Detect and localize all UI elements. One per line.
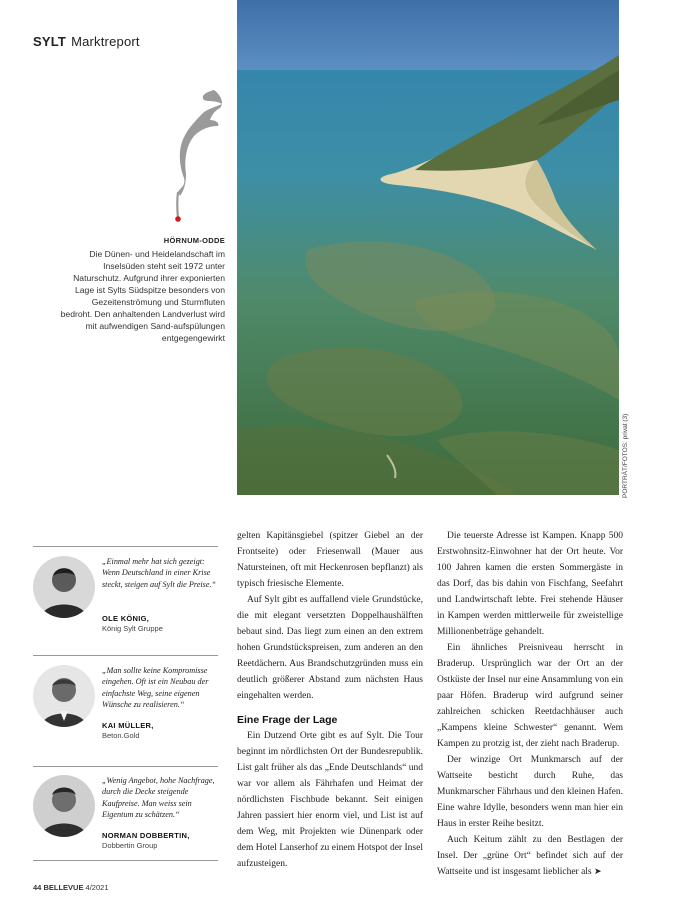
paragraph: Ein Dutzend Orte gibt es auf Sylt. Die Tour beginnt im nördlichsten Ort der Bundesrepublik. List galt früher als das „Ende Deutschlands“ und war vor allem als Fährhafen und Heimat der nördlichsten Fischbude bekannt. Seit einigen Jahren passiert hier enorm viel, und List ist auf dem Weg, mit Projekten wie Dünenpark oder dem Hotel Lanserhof zu einem Hotspot der Insel aufzusteigen. — [237, 731, 423, 869]
section-label: SYLT — [33, 34, 67, 49]
section-title: Marktreport — [71, 34, 140, 49]
page-footer — [33, 883, 109, 892]
quote-author: NORMAN DOBBERTIN, — [102, 831, 190, 840]
section-header — [33, 34, 140, 49]
magazine-name: BELLEVUE — [43, 883, 84, 892]
quote-author: KAI MÜLLER, — [102, 721, 154, 730]
divider — [33, 655, 218, 656]
continue-arrow-icon: ➤ — [594, 867, 602, 877]
paragraph: Auf Sylt gibt es auffallend viele Grundstücke, die mit elegant versetzten Doppelhaushälften bebaut sind. Das liegt zum einen an den extrem hohen Grundstückspreisen, zum anderen an den Reetdächern. Aus Brandschutzgründen muss ein deutlich größerer Abstand zum nächsten Haus eingehalten werden. — [237, 595, 423, 701]
article-column-1 — [237, 528, 423, 872]
quote-author: OLE KÖNIG, — [102, 614, 150, 623]
paragraph — [437, 832, 623, 880]
caption-title: HÖRNUM-ODDE — [163, 236, 225, 245]
subheading: Eine Frage der Lage — [237, 714, 338, 726]
quote-company: König Sylt Gruppe — [102, 624, 163, 633]
page-number: 44 — [33, 883, 42, 892]
quote-block — [33, 556, 218, 656]
quote-text: „Man sollte keine Kompromisse eingehen. Oft ist ein Neubau der einfachste Weg, seine eigenen Wünsche zu realisieren.“ — [102, 666, 209, 709]
paragraph: Die teuerste Adresse ist Kampen. Knapp 500 Erstwohnsitz-Einwohner hat der Ort heute. Vor 100 Jahren kamen die ersten Sommergäste in das Dorf, das bis dahin von Fischfang, Seefahrt und Landwirtschaft lebte. Frei stehende Häuser in Kampen werden mittlerweile für zweistellige Millionenbeträge gehandelt. — [437, 531, 623, 637]
divider — [33, 546, 218, 547]
caption-text: Die Dünen- und Heidelandschaft im Inselsüden steht seit 1972 unter Naturschutz. Aufgrund ihrer exponierten Lage ist Sylts Südspitze besonders von Gezeitenströmung und Sturmfluten bedroht. Den anhaltenden Landverlust wird mit aufwendigen Sand-aufspülungen entgegengewirkt — [60, 249, 225, 343]
sylt-map-icon — [170, 86, 230, 226]
avatar-norman-dobbertin — [33, 775, 95, 837]
location-marker-icon — [175, 216, 181, 222]
divider — [33, 860, 218, 861]
divider — [33, 766, 218, 767]
avatar-kai-mueller — [33, 665, 95, 727]
quote-company: Beton.Gold — [102, 731, 140, 740]
aerial-photo — [237, 0, 619, 495]
quote-block — [33, 665, 218, 765]
paragraph: Ein ähnliches Preisniveau herrscht in Braderup. Ursprünglich war der Ort an der Ostküste der Insel nur eine Ansammlung von ein paar Höfen. Braderup wird aufgrund seiner zahlreichen schicken Reetdachhäuser auch „Kampens kleine Schwester“ genannt. Wem Kampen zu protzig ist, der zieht nach Braderup. — [437, 643, 623, 749]
quote-text: „Wenig Angebot, hohe Nachfrage, durch die Decke steigende Kaufpreise. Man weiss sein Eigentum zu schätzen.“ — [102, 776, 215, 819]
article-column-2 — [437, 528, 623, 880]
quote-company: Dobbertin Group — [102, 841, 158, 850]
quote-text: „Einmal mehr hat sich gezeigt: Wenn Deutschland in einer Krise steckt, steigen auf Sylt die Preise.“ — [102, 557, 217, 589]
avatar-ole-koenig — [33, 556, 95, 618]
photo-credit: PORTRÄT/FOTOS: privat (3) — [622, 413, 629, 498]
issue-number: 4/2021 — [85, 883, 109, 892]
paragraph: Der winzige Ort Munkmarsch auf der Wattseite besticht durch Ruhe, das Munkmarscher Fährhaus und den kleinen Hafen. Eine wahre Idylle, besonders wenn man hier ein Haus in erster Reihe besitzt. — [437, 755, 623, 829]
paragraph: gelten Kapitänsgiebel (spitzer Giebel an der Frontseite) oder Friesenwall (Mauer aus Natursteinen, oft mit Heckenrosen bepflanzt) als typisch friesische Elemente. — [237, 531, 423, 589]
paragraph-text: Auch Keitum zählt zu den Bestlagen der Insel. Der „grüne Ort“ befindet sich auf der Wattseite und ist insgesamt lieblicher als — [437, 835, 623, 877]
